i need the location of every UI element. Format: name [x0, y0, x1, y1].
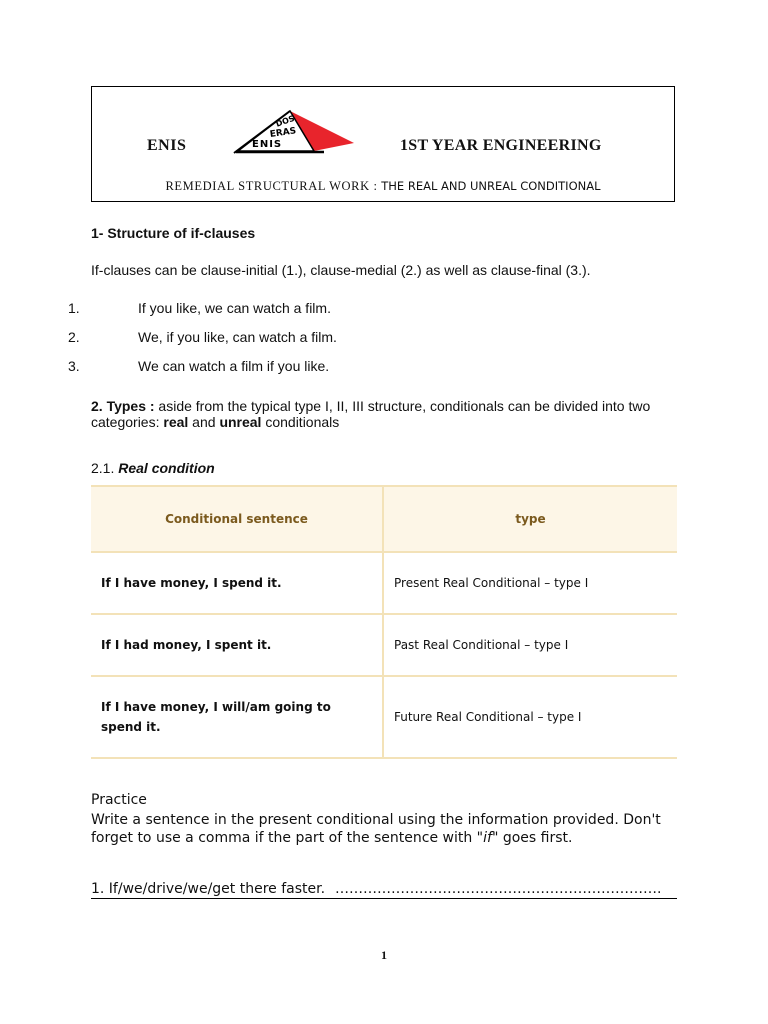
subtitle-part1: REMEDIAL STRUCTURAL WORK : — [165, 179, 382, 193]
example-sentence: We, if you like, can watch a film. — [138, 329, 337, 345]
practice-instructions — [91, 811, 681, 847]
sentence-pre: If I had money, I — [101, 638, 215, 652]
answer-line[interactable]: ……………………………………………………………. — [335, 881, 662, 897]
column-header: Conditional sentence — [91, 486, 383, 552]
sentence-bold: spent it. — [214, 638, 272, 652]
school-name: ENIS — [147, 137, 187, 154]
practice-heading: Practice — [91, 792, 147, 808]
sentence-pre: If I have money, I — [101, 700, 222, 714]
types-text-end: conditionals — [261, 414, 340, 430]
practice-text-a: Write a sentence in the present conditional using the information provided. Don't forget to use a comma if the part of the sentence with " — [91, 812, 661, 846]
table-row — [91, 614, 677, 676]
svg-text:ERAS: ERAS — [269, 126, 297, 140]
example-sentence: If you like, we can watch a film. — [138, 300, 331, 316]
document-header — [91, 86, 675, 202]
types-text-a: aside from the typical type I, II, III structure, conditionals can be divided into two categories: — [91, 398, 651, 430]
type-cell: Present Real Conditional – type I — [383, 552, 677, 614]
type-cell: Past Real Conditional – type I — [383, 614, 677, 676]
sentence-cell — [91, 552, 383, 614]
types-paragraph — [91, 398, 681, 430]
sentence-cell — [91, 614, 383, 676]
table-row — [91, 676, 677, 758]
types-real: real — [163, 414, 189, 430]
practice-text-if: if — [483, 830, 492, 846]
example-sentence: We can watch a film if you like. — [138, 358, 330, 374]
sentence-cell — [91, 676, 383, 758]
sentence-bold: will/am going to spend it. — [101, 700, 331, 734]
course-year: 1ST YEAR ENGINEERING — [400, 137, 602, 154]
section1-paragraph: If-clauses can be clause-initial (1.), clause-medial (2.) as well as clause-final (3.). — [91, 262, 591, 278]
sentence-bold: spend it. — [221, 576, 282, 590]
worksheet-subtitle — [92, 179, 674, 194]
real-condition-table — [91, 485, 677, 759]
subtitle-part2: THE REAL AND UNREAL CONDITIONAL — [381, 179, 601, 193]
subsection-heading — [91, 460, 215, 476]
table-header-row — [91, 486, 677, 552]
types-unreal: unreal — [219, 414, 262, 430]
section1-heading: 1- Structure of if-clauses — [91, 225, 256, 241]
svg-text:DOS: DOS — [274, 113, 296, 129]
types-text-and: and — [188, 414, 220, 430]
example-number: 3. — [68, 358, 80, 374]
subsection-title: Real condition — [118, 460, 215, 476]
enis-logo — [232, 105, 357, 157]
sentence-pre: If I have money, I — [101, 576, 222, 590]
page-number: 1 — [381, 948, 387, 962]
practice-question — [91, 881, 677, 899]
subsection-prefix: 2.1. — [91, 460, 119, 476]
practice-text-b: " goes first. — [491, 830, 573, 846]
table-row — [91, 552, 677, 614]
example-number: 2. — [68, 329, 80, 345]
types-label: 2. Types : — [91, 398, 155, 414]
type-cell: Future Real Conditional – type I — [383, 676, 677, 758]
svg-text:ENIS: ENIS — [252, 139, 283, 150]
example-number: 1. — [68, 300, 80, 316]
question-text: 1. If/we/drive/we/get there faster. — [91, 881, 326, 897]
column-header: type — [383, 486, 677, 552]
